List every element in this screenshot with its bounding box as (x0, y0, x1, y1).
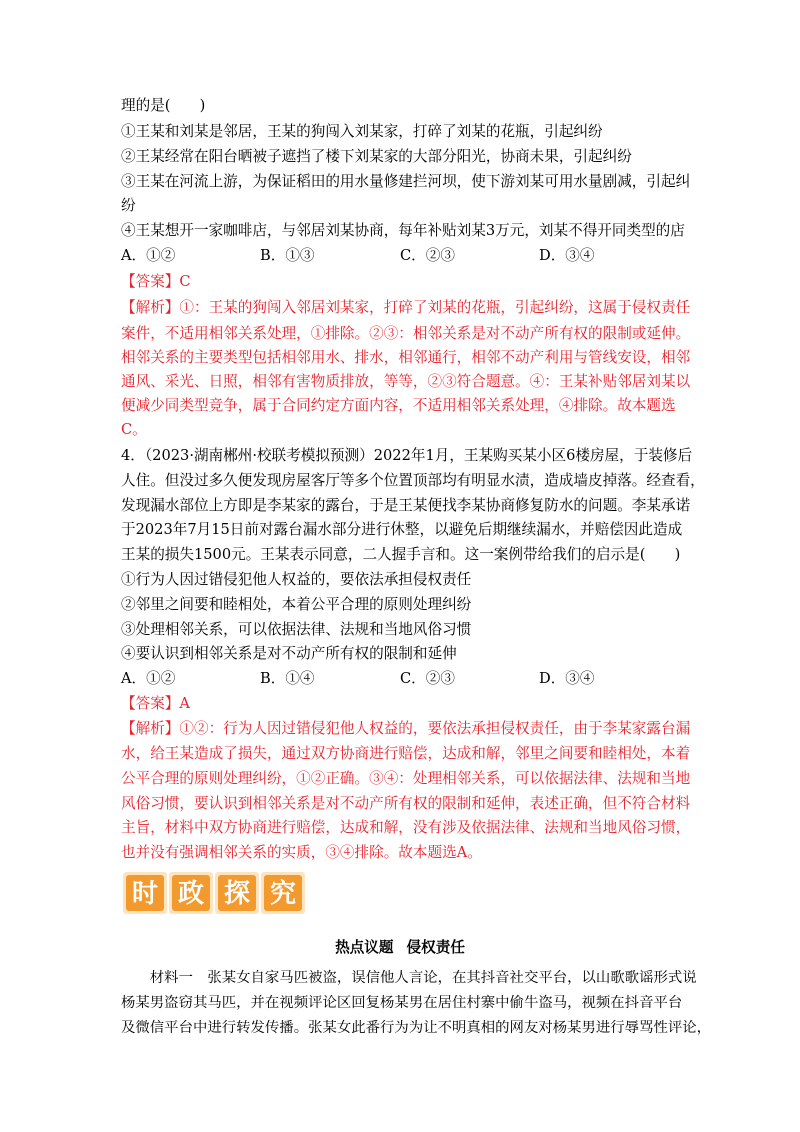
q4-item-4: ④要认识到相邻关系是对不动产所有权的限制和延伸 (121, 645, 457, 662)
section-title (0, 938, 800, 958)
q3-item-4: ④王某想开一家咖啡店，与邻居刘某协商，每年补贴刘某3万元，刘某不得开同类型的店 (121, 222, 685, 239)
q4-analysis-5: 主旨，材料中双方协商进行赔偿，达成和解，没有涉及依据法律、法规和当地风俗习惯， (121, 819, 691, 836)
q4-analysis-6: 也并没有强调相邻关系的实质，③④排除。故本题选A。 (121, 844, 482, 861)
q4-stem-2: 人住。但没过多久便发现房屋客厅等多个位置顶部均有明显水渍，造成墙皮掉落。经查看， (121, 472, 705, 489)
q3-item-3-cont: 纷 (121, 197, 136, 214)
q3-stem-end: 理的是( ) (121, 97, 206, 114)
banner-tile-1 (123, 872, 167, 914)
q4-item-1: ①行为人因过错侵犯他人权益的，要依法承担侵权责任 (121, 571, 472, 588)
banner-char-1: 时 (131, 879, 159, 909)
q4-stem-5: 王某的损失1500元。王某表示同意，二人握手言和。这一案例带给我们的启示是( ) (121, 546, 681, 563)
q4-analysis-1: 【解析】①②：行为人因过错侵犯他人权益的，要依法承担侵权责任，由于李某家露台漏 (121, 720, 691, 737)
q4-analysis-3: 公平合理的原则处理纠纷，①②正确。③④：处理相邻关系，可以依据法律、法规和当地 (121, 770, 691, 787)
q3-analysis-3: 相邻关系的主要类型包括相邻用水、排水，相邻通行，相邻不动产利用与管线安设，相邻 (121, 349, 691, 366)
q3-option-d: D．③④ (539, 247, 595, 264)
q3-item-1: ①王某和刘某是邻居，王某的狗闯入刘某家，打碎了刘某的花瓶，引起纠纷 (121, 123, 603, 140)
banner-char-2: 政 (177, 879, 205, 909)
q4-option-c: C．②③ (400, 670, 455, 687)
q3-analysis-6: C。 (121, 421, 147, 438)
q4-item-2: ②邻里之间要和睦相处，本着公平合理的原则处理纠纷 (121, 596, 472, 613)
section-banner (121, 868, 311, 918)
banner-char-4: 究 (269, 879, 297, 909)
q4-analysis-2: 水，给王某造成了损失，通过双方协商进行赔偿，达成和解，邻里之间要和睦相处，本着 (121, 745, 691, 762)
q4-stem-3: 发现漏水部位上方即是李某家的露台，于是王某便找李某协商修复防水的问题。李某承诺 (121, 497, 691, 514)
q3-option-c: C．②③ (400, 247, 455, 264)
banner-tile-3 (215, 872, 259, 914)
section-title-topic: 热点议题 (335, 939, 394, 956)
q3-analysis-4: 通风、采光、日照，相邻有害物质排放，等等，②③符合题意。④：王某补贴邻居刘某以 (121, 373, 691, 390)
q3-option-b: B．①③ (260, 247, 315, 264)
q3-item-3: ③王某在河流上游，为保证稻田的用水量修建拦河坝，使下游刘某可用水量剧减，引起纠 (121, 173, 691, 190)
q4-option-d: D．③④ (539, 670, 595, 687)
banner-tile-2 (169, 872, 213, 914)
q3-answer: 【答案】C (121, 273, 191, 290)
q3-item-2: ②王某经常在阳台晒被子遮挡了楼下刘某家的大部分阳光，协商未果，引起纠纷 (121, 148, 632, 165)
q4-option-b: B．①④ (260, 670, 315, 687)
q4-answer: 【答案】A (121, 695, 190, 712)
q4-option-a: A．①② (121, 670, 176, 687)
material-line-3: 及微信平台中进行转发传播。张某女此番行为为让不明真相的网友对杨某男进行辱骂性评论， (121, 1020, 712, 1036)
q4-stem-1: 4．（2023·湖南郴州·校联考模拟预测）2022年1月，王某购买某小区6楼房屋，于装修后 (121, 447, 693, 464)
q3-analysis-5: 便减少同类型竞争，属于合同约定方面内容，不适用相邻关系处理，④排除。故本题选 (121, 397, 676, 414)
section-title-subject: 侵权责任 (406, 939, 465, 956)
q4-stem-4: 于2023年7月15日前对露台漏水部分进行休整，以避免后期继续漏水，并赔偿因此造成 (121, 521, 683, 538)
q4-analysis-4: 风俗习惯，要认识到相邻关系是对不动产所有权的限制和延伸，表述正确，但不符合材料 (121, 795, 691, 812)
q3-analysis-1: 【解析】①：王某的狗闯入邻居刘某家，打碎了刘某的花瓶，引起纠纷，这属于侵权责任 (121, 299, 691, 316)
q4-item-3: ③处理相邻关系，可以依据法律、法规和当地风俗习惯 (121, 621, 472, 638)
material-line-2: 杨某男盗窃其马匹，并在视频评论区回复杨某男在居住村寨中偷牛盗马，视频在抖音平台 (121, 995, 683, 1011)
q3-analysis-2: 案件，不适用相邻关系处理，①排除。②③：相邻关系是对不动产所有权的限制或延伸。 (121, 325, 691, 342)
banner-char-3: 探 (223, 879, 251, 909)
q3-option-a: A．①② (121, 247, 176, 264)
banner-tile-4 (261, 872, 305, 914)
material-line-1: 材料一 张某女自家马匹被盗，误信他人言论，在其抖音社交平台，以山歌歌谣形式说 (121, 970, 697, 986)
